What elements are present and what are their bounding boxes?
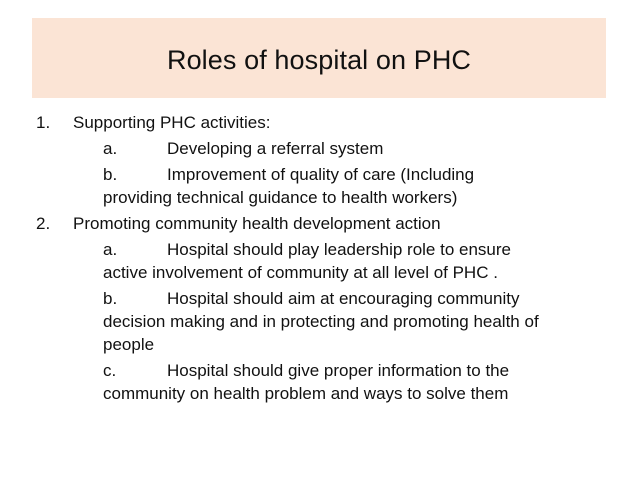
- list-item-text: Supporting PHC activities:: [73, 113, 271, 132]
- sub-item-continuation: community on health problem and ways to solve them: [103, 384, 509, 403]
- title-band: [32, 18, 606, 98]
- sub-item-label: a.: [103, 240, 118, 259]
- slide-title: Roles of hospital on PHC: [166, 44, 472, 75]
- sub-item-continuation: active involvement of community at all level of PHC .: [103, 263, 498, 282]
- sub-item-continuation: people: [103, 335, 155, 354]
- slide-body: [36, 111, 626, 405]
- sub-item-text: Hospital should give proper information to the: [167, 361, 510, 380]
- sub-item-label: b.: [103, 165, 118, 184]
- list-item-text: Promoting community health development action: [73, 214, 441, 233]
- sub-item-1a: [103, 137, 626, 160]
- list-item-2: [36, 212, 626, 235]
- sub-item-text: Improvement of quality of care (Including: [167, 165, 475, 184]
- list-number: 2.: [36, 214, 51, 233]
- sub-item-text: Developing a referral system: [167, 139, 384, 158]
- list-number: 1.: [36, 113, 51, 132]
- sub-item-2b: [103, 287, 626, 356]
- sub-item-2c: [103, 359, 626, 405]
- sub-item-label: a.: [103, 139, 118, 158]
- sub-item-2a: [103, 238, 626, 284]
- sub-item-1b: [103, 163, 626, 209]
- sub-item-continuation: decision making and in protecting and promoting health of: [103, 312, 539, 331]
- sub-item-label: b.: [103, 289, 118, 308]
- sub-item-text: Hospital should aim at encouraging community: [167, 289, 520, 308]
- sub-item-continuation: providing technical guidance to health workers): [103, 188, 458, 207]
- sub-item-label: c.: [103, 361, 117, 380]
- sub-item-text: Hospital should play leadership role to ensure: [167, 240, 511, 259]
- list-item-1: [36, 111, 626, 134]
